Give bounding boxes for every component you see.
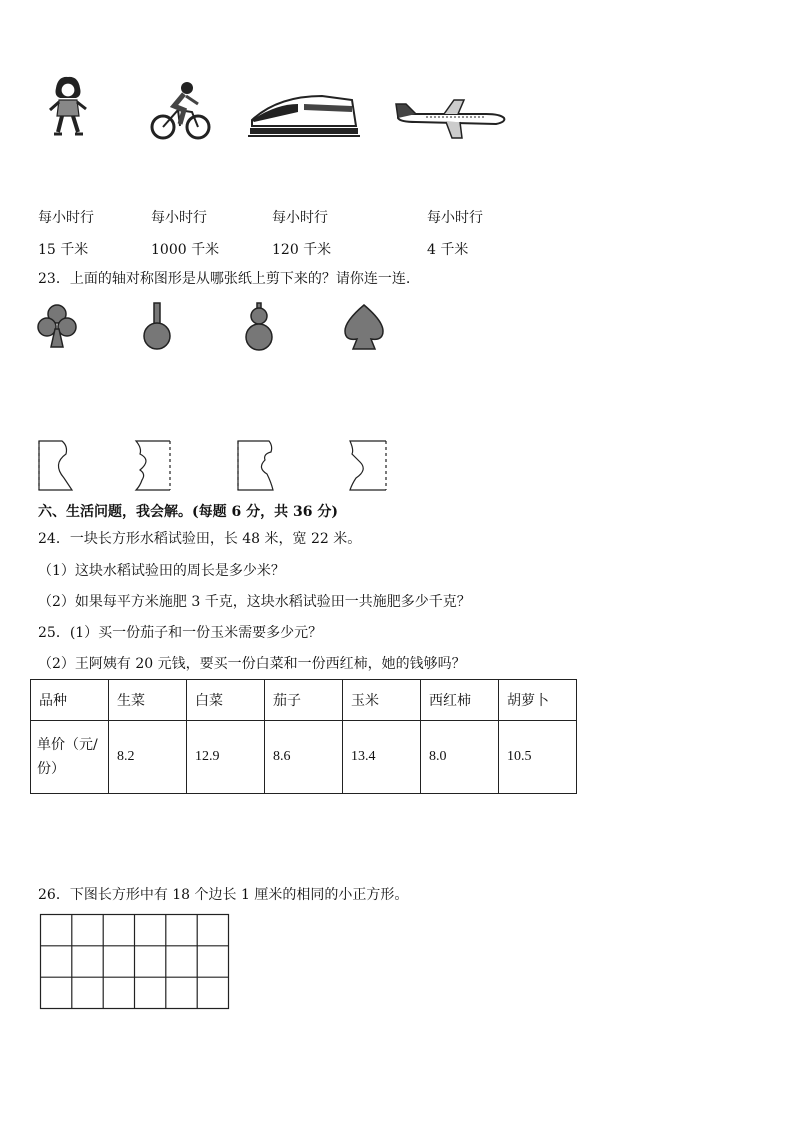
question-25-part-2: （2）王阿姨有 20 元钱，要买一份白菜和一份西红柿，她的钱够吗？ bbox=[38, 656, 466, 672]
item-price: 8.0 bbox=[421, 721, 499, 794]
club-shape-icon bbox=[37, 303, 77, 349]
section-6-title: 六、生活问题，我会解。(每题 6 分，共 36 分) bbox=[38, 504, 338, 520]
bottle-shape-icon bbox=[141, 303, 173, 351]
speed-value-1: 15 千米 bbox=[38, 242, 89, 258]
item-price: 10.5 bbox=[499, 721, 577, 794]
speed-label-4: 每小时行 bbox=[427, 210, 483, 226]
price-label-line-1: 单价（元/ bbox=[37, 737, 98, 753]
price-label-cell bbox=[31, 721, 109, 794]
speed-label-1: 每小时行 bbox=[38, 210, 94, 226]
walking-girl-icon bbox=[46, 74, 90, 138]
question-24-stem: 24．一块长方形水稻试验田，长 48 米，宽 22 米。 bbox=[38, 531, 362, 547]
folded-paper-2-icon bbox=[132, 440, 172, 492]
speed-label-2: 每小时行 bbox=[151, 210, 207, 226]
speed-value-3: 120 千米 bbox=[272, 242, 332, 258]
unit-square-grid bbox=[40, 914, 230, 1010]
item-name: 生菜 bbox=[109, 680, 187, 721]
question-24-part-2: （2）如果每平方米施肥 3 千克，这块水稻试验田一共施肥多少千克？ bbox=[38, 594, 471, 610]
spade-shape-icon bbox=[341, 303, 387, 351]
item-name: 玉米 bbox=[343, 680, 421, 721]
speed-label-3: 每小时行 bbox=[272, 210, 328, 226]
cyclist-icon bbox=[150, 80, 212, 142]
question-26: 26．下图长方形中有 18 个边长 1 厘米的相同的小正方形。 bbox=[38, 887, 409, 903]
table-header-label: 品种 bbox=[31, 680, 109, 721]
item-price: 8.2 bbox=[109, 721, 187, 794]
folded-paper-3-icon bbox=[237, 440, 279, 492]
folded-paper-4-icon bbox=[346, 440, 388, 492]
speed-value-2: 1000 千米 bbox=[151, 242, 220, 258]
item-name: 胡萝卜 bbox=[499, 680, 577, 721]
item-name: 西红柿 bbox=[421, 680, 499, 721]
item-name: 白菜 bbox=[187, 680, 265, 721]
price-table bbox=[30, 679, 577, 794]
item-price: 13.4 bbox=[343, 721, 421, 794]
item-price: 8.6 bbox=[265, 721, 343, 794]
price-label-line-2: 份） bbox=[37, 761, 65, 777]
speed-value-4: 4 千米 bbox=[427, 242, 469, 258]
question-25-part-1: 25．(1）买一份茄子和一份玉米需要多少元？ bbox=[38, 625, 323, 641]
question-23: 23．上面的轴对称图形是从哪张纸上剪下来的？请你连一连. bbox=[38, 271, 411, 287]
airplane-icon bbox=[396, 100, 508, 140]
folded-paper-1-icon bbox=[38, 440, 78, 492]
table-row bbox=[31, 680, 577, 721]
table-row bbox=[31, 721, 577, 794]
item-price: 12.9 bbox=[187, 721, 265, 794]
question-24-part-1: （1）这块水稻试验田的周长是多少米？ bbox=[38, 563, 285, 579]
gourd-shape-icon bbox=[243, 303, 275, 351]
train-icon bbox=[248, 92, 360, 138]
item-name: 茄子 bbox=[265, 680, 343, 721]
